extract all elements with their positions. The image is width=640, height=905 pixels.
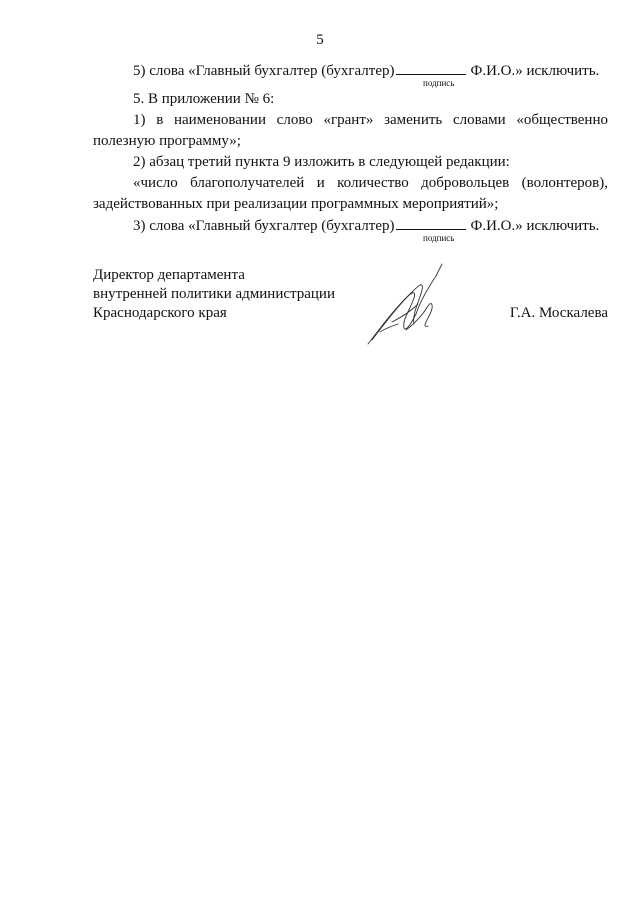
caption-row: [93, 232, 608, 244]
signatory-title-line-1: Директор департамента: [93, 267, 245, 283]
section-5-heading: 5. В приложении № 6:: [133, 91, 275, 107]
item-5-text-suffix: Ф.И.О.» исключить.: [470, 63, 600, 79]
signature-blank: [396, 60, 466, 75]
caption-row: [93, 77, 608, 89]
item-1-line-1: 1) в наименовании слово «грант» заменить словами «общественно: [133, 112, 608, 128]
item-5-text-prefix: 5) слова «Главный бухгалтер (бухгалтер): [133, 63, 395, 79]
signature-caption: подпись: [423, 78, 455, 88]
signature-caption: подпись: [423, 233, 455, 243]
item-3-text-suffix: Ф.И.О.» исключить.: [470, 218, 600, 234]
quote-line-2: задействованных при реализации программных мероприятий»;: [93, 196, 499, 212]
page-number: 5: [316, 32, 324, 48]
item-2-line: 2) абзац третий пункта 9 изложить в следующей редакции:: [133, 154, 510, 170]
signature-blank: [396, 215, 466, 230]
signatory-name: Г.А. Москалева: [509, 305, 608, 321]
quote-line-1: «число благополучателей и количество добровольцев (волонтеров),: [133, 175, 608, 191]
handwritten-signature: [362, 258, 454, 350]
item-1-line-2: полезную программу»;: [93, 133, 241, 149]
signatory-title-line-2: внутренней политики администрации: [93, 286, 335, 302]
document-body: [93, 60, 608, 244]
signatory-title-line-3: Краснодарского края: [93, 305, 227, 321]
signatory-title: [93, 266, 335, 323]
item-3-text-prefix: 3) слова «Главный бухгалтер (бухгалтер): [133, 218, 395, 234]
